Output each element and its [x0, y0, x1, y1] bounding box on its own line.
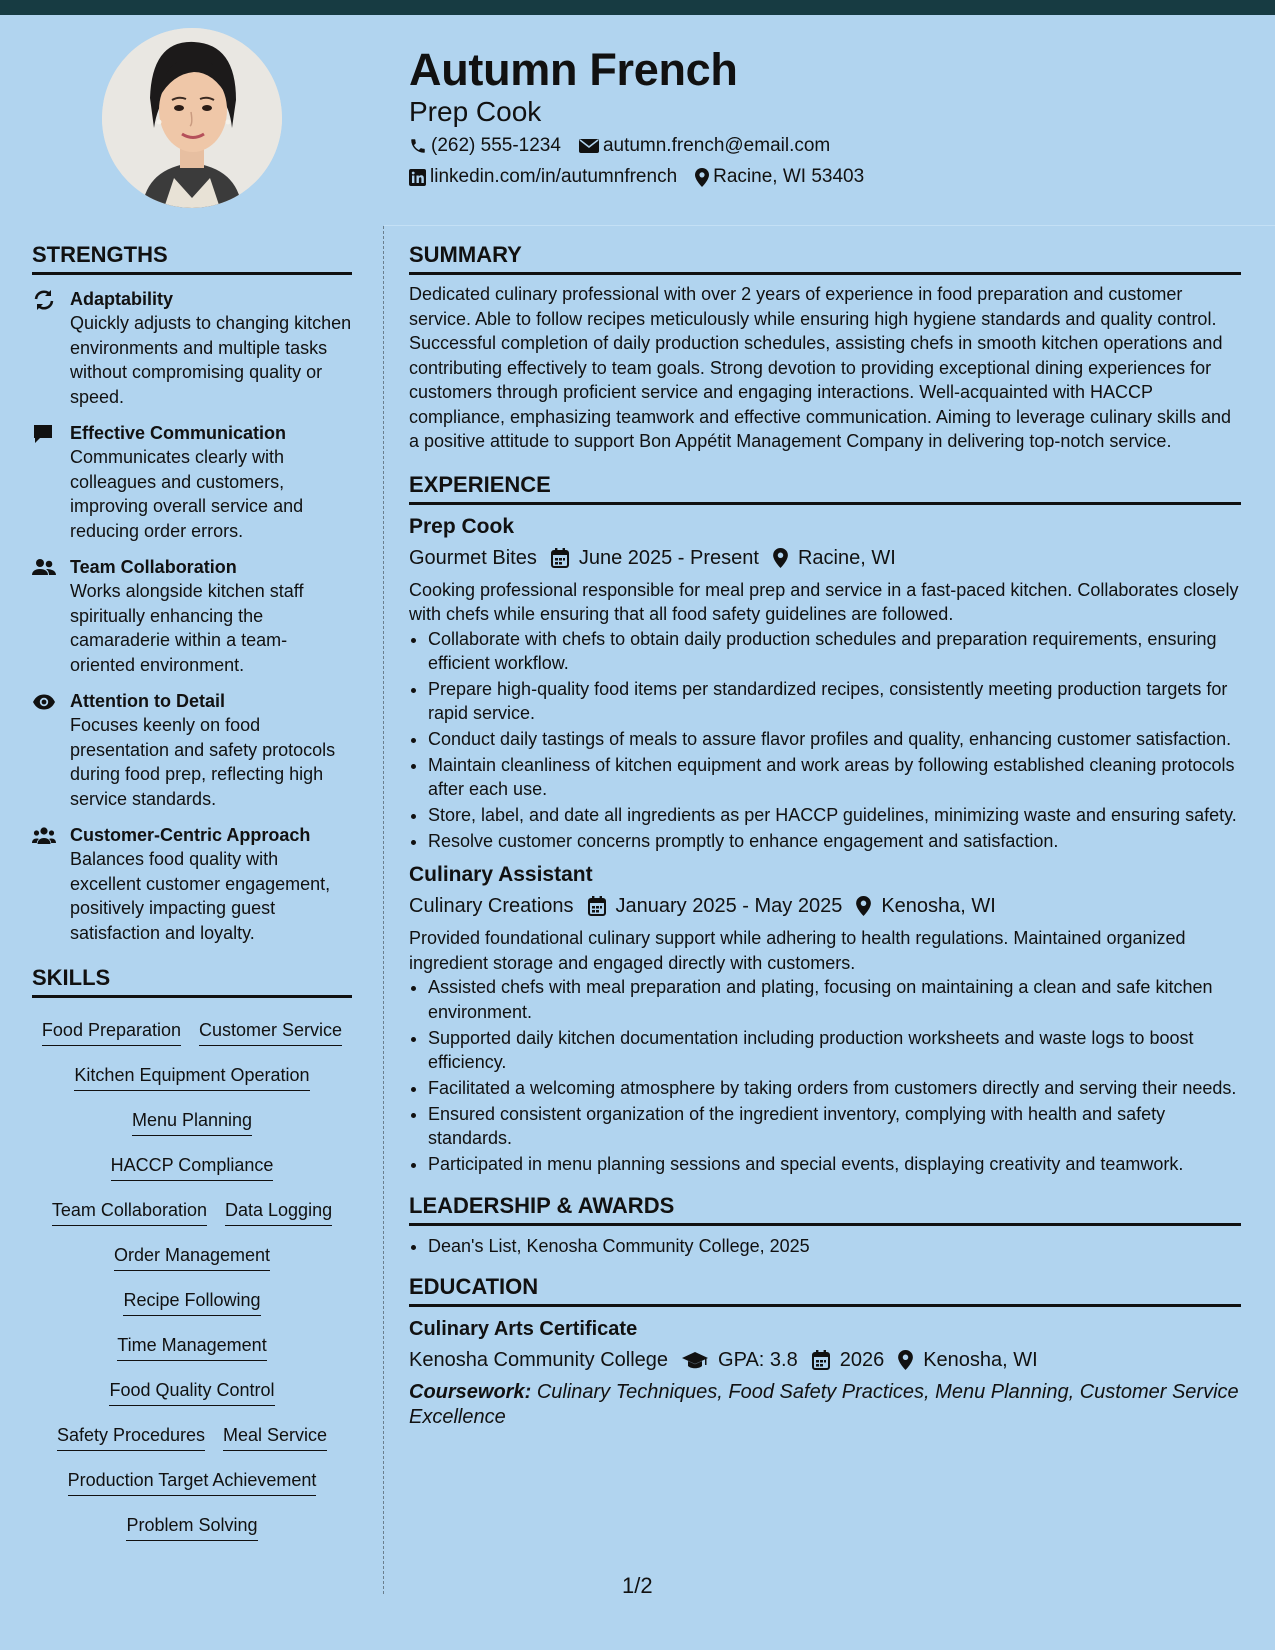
job-bullet: • Store, label, and date all ingredients as per HACCP guidelines, minimizing waste and ensuring safety.	[428, 803, 1241, 828]
map-pin-icon	[773, 548, 788, 568]
calendar-icon	[588, 896, 606, 916]
coursework-label: Coursework:	[409, 1381, 532, 1404]
map-pin-icon	[898, 1350, 913, 1370]
sync-icon	[32, 289, 56, 311]
school-name: Kenosha Community College	[409, 1349, 669, 1372]
skills-row	[32, 1417, 352, 1462]
candidate-name: Autumn French	[409, 44, 738, 95]
skills-heading: SKILLS	[32, 963, 352, 998]
company-name: Gourmet Bites	[409, 546, 537, 569]
strength-description: Works alongside kitchen staff spiritually enhancing the camaraderie within a team-oriented environment.	[70, 581, 304, 675]
job-bullet: • Supported daily kitchen documentation including production worksheets and waste logs to boost efficiency.	[428, 1026, 1241, 1075]
phone-icon	[409, 137, 427, 155]
job-description: Cooking professional responsible for meal prep and service in a fast-paced kitchen. Collaborates closely with chefs while ensuring that all food safety guidelines are followed.	[409, 579, 1239, 624]
school-location: Kenosha, WI	[923, 1349, 1038, 1372]
strength-title: Team Collaboration	[70, 557, 237, 577]
education-heading: EDUCATION	[409, 1272, 1241, 1307]
skills-row	[32, 1057, 352, 1102]
left-column	[32, 240, 352, 1552]
phone-item	[409, 134, 561, 158]
strength-description: Balances food quality with excellent customer engagement, positively impacting guest satisfaction and loyalty.	[70, 849, 331, 943]
job-meta	[409, 892, 1241, 920]
skill-tag: Safety Procedures	[57, 1423, 205, 1451]
skill-tag: Menu Planning	[132, 1108, 252, 1136]
skills-row	[32, 1507, 352, 1552]
skills-row	[32, 1102, 352, 1147]
job-bullet: • Prepare high-quality food items per standardized recipes, consistently meeting production targets for rapid service.	[428, 677, 1241, 726]
job-description: Provided foundational culinary support while adhering to health regulations. Maintained organized ingredient storage and engaged directly with customers.	[409, 928, 1186, 973]
skills-row	[32, 1282, 352, 1327]
strength-title: Adaptability	[70, 289, 174, 309]
strength-description: Focuses keenly on food presentation and safety protocols during food prep, reflecting high service standards.	[70, 715, 336, 809]
page-number: 1/2	[622, 1573, 653, 1598]
job-bullet: • Resolve customer concerns promptly to enhance engagement and satisfaction.	[428, 829, 1241, 854]
skill-tag: Problem Solving	[126, 1513, 257, 1541]
phone-number: (262) 555-1234	[431, 135, 561, 156]
skill-tag: Order Management	[114, 1243, 270, 1271]
strengths-heading: STRENGTHS	[32, 240, 352, 275]
education-meta	[409, 1346, 1241, 1374]
top-bar	[0, 0, 1275, 15]
contact-row-2	[409, 165, 882, 189]
skill-tag: Kitchen Equipment Operation	[74, 1063, 309, 1091]
strength-item	[32, 689, 352, 811]
job-location: Racine, WI	[797, 546, 896, 569]
graduation-year: 2026	[839, 1349, 885, 1372]
envelope-icon	[579, 138, 599, 154]
awards-heading: LEADERSHIP & AWARDS	[409, 1191, 1241, 1226]
skills-row	[32, 1147, 352, 1192]
skills-row	[32, 1012, 352, 1057]
skills-row	[32, 1327, 352, 1372]
job-role: Culinary Assistant	[409, 863, 593, 887]
skill-tag: Meal Service	[223, 1423, 327, 1451]
skills-row	[32, 1372, 352, 1417]
linkedin-icon	[409, 169, 426, 186]
strength-item	[32, 555, 352, 677]
column-divider	[383, 226, 384, 1594]
email-item	[579, 134, 830, 158]
job-location: Kenosha, WI	[881, 895, 996, 918]
job-dates: January 2025 - May 2025	[615, 895, 843, 918]
skill-tag: Production Target Achievement	[68, 1468, 317, 1496]
skill-tag: Food Preparation	[42, 1018, 181, 1046]
skill-tag: Time Management	[117, 1333, 266, 1361]
company-name: Culinary Creations	[409, 895, 574, 918]
job-bullet: • Participated in menu planning sessions and special events, displaying creativity and teamwork.	[428, 1152, 1241, 1177]
job-title: Prep Cook	[409, 96, 542, 127]
job-bullet: • Ensured consistent organization of the ingredient inventory, complying with health and safety standards.	[428, 1102, 1241, 1151]
contact-row-1	[409, 134, 848, 158]
skill-tag: Data Logging	[225, 1198, 332, 1226]
gpa: GPA: 3.8	[718, 1349, 798, 1372]
strength-item	[32, 823, 352, 945]
calendar-icon	[551, 548, 569, 568]
location-text: Racine, WI 53403	[713, 166, 865, 187]
skill-tag: Team Collaboration	[52, 1198, 207, 1226]
user-group-icon	[32, 557, 56, 579]
strength-item	[32, 287, 352, 409]
graduation-cap-icon	[682, 1350, 708, 1370]
linkedin-item	[409, 165, 677, 189]
skill-tag: HACCP Compliance	[111, 1153, 274, 1181]
job-bullet: • Conduct daily tastings of meals to assure flavor profiles and quality, enhancing customer satisfaction.	[428, 727, 1241, 752]
skill-tag: Food Quality Control	[109, 1378, 274, 1406]
degree-title: Culinary Arts Certificate	[409, 1318, 638, 1341]
job-dates: June 2025 - Present	[578, 546, 759, 569]
profile-photo	[102, 28, 282, 208]
summary-heading: SUMMARY	[409, 240, 1241, 275]
skills-row	[32, 1192, 352, 1237]
calendar-icon	[812, 1350, 830, 1370]
skills-row	[32, 1462, 352, 1507]
strength-description: Quickly adjusts to changing kitchen environments and multiple tasks without compromising quality or speed.	[70, 313, 352, 407]
header-divider	[384, 225, 1275, 226]
job-role: Prep Cook	[409, 514, 515, 538]
location-item	[695, 165, 864, 189]
coursework	[409, 1380, 1241, 1429]
strength-description: Communicates clearly with colleagues and customers, improving overall service and reducing order errors.	[70, 447, 304, 541]
skills-list	[32, 1012, 352, 1552]
job-bullet: • Assisted chefs with meal preparation and plating, focusing on maintaining a clean and safe kitchen environment.	[428, 975, 1241, 1024]
skills-row	[32, 1237, 352, 1282]
strength-title: Effective Communication	[70, 423, 287, 443]
job-bullet: • Maintain cleanliness of kitchen equipment and work areas by following established cleaning protocols after each use.	[428, 753, 1241, 802]
right-column	[409, 240, 1241, 1429]
email-address[interactable]: autumn.french@email.com	[602, 135, 831, 156]
award-item: • Dean's List, Kenosha Community College, 2025	[428, 1234, 1241, 1259]
skill-tag: Customer Service	[199, 1018, 342, 1046]
job-bullet: • Collaborate with chefs to obtain daily production schedules and preparation requirements, ensuring efficient workflow.	[428, 627, 1241, 676]
job-bullets	[409, 627, 1241, 854]
summary-text: Dedicated culinary professional with over 2 years of experience in food preparation and customer service. Able to follow recipes meticulously while ensuring high hygiene standards and quality control. Successful completion of daily production schedules, assisting chefs in smooth kitchen operations and contributing effectively to team goals. Strong devotion to providing exceptional dining experiences for customers through proficient service and engaging interactions. Well-acquainted with HACCP compliance, emphasizing teamwork and effective communication. Aiming to leverage culinary skills and a positive attitude to support Bon Appétit Management Company in delivering top-notch service.	[409, 284, 1232, 451]
users-icon	[32, 825, 56, 847]
coursework-list: Culinary Techniques, Food Safety Practices, Menu Planning, Customer Service Excellence	[409, 1381, 1239, 1428]
chat-icon	[32, 423, 56, 445]
linkedin-url[interactable]: linkedin.com/in/autumnfrench	[430, 166, 678, 187]
strength-title: Attention to Detail	[70, 691, 225, 711]
job-bullet: • Facilitated a welcoming atmosphere by taking orders from customers directly and serving their needs.	[428, 1076, 1241, 1101]
strength-title: Customer-Centric Approach	[70, 825, 311, 845]
map-pin-icon	[856, 896, 871, 916]
job-meta	[409, 544, 1241, 572]
eye-icon	[32, 691, 56, 713]
map-pin-icon	[695, 168, 709, 187]
skill-tag: Recipe Following	[123, 1288, 260, 1316]
awards-list	[409, 1234, 1241, 1259]
strength-item	[32, 421, 352, 543]
experience-heading: EXPERIENCE	[409, 470, 1241, 505]
job-bullets	[409, 975, 1241, 1176]
